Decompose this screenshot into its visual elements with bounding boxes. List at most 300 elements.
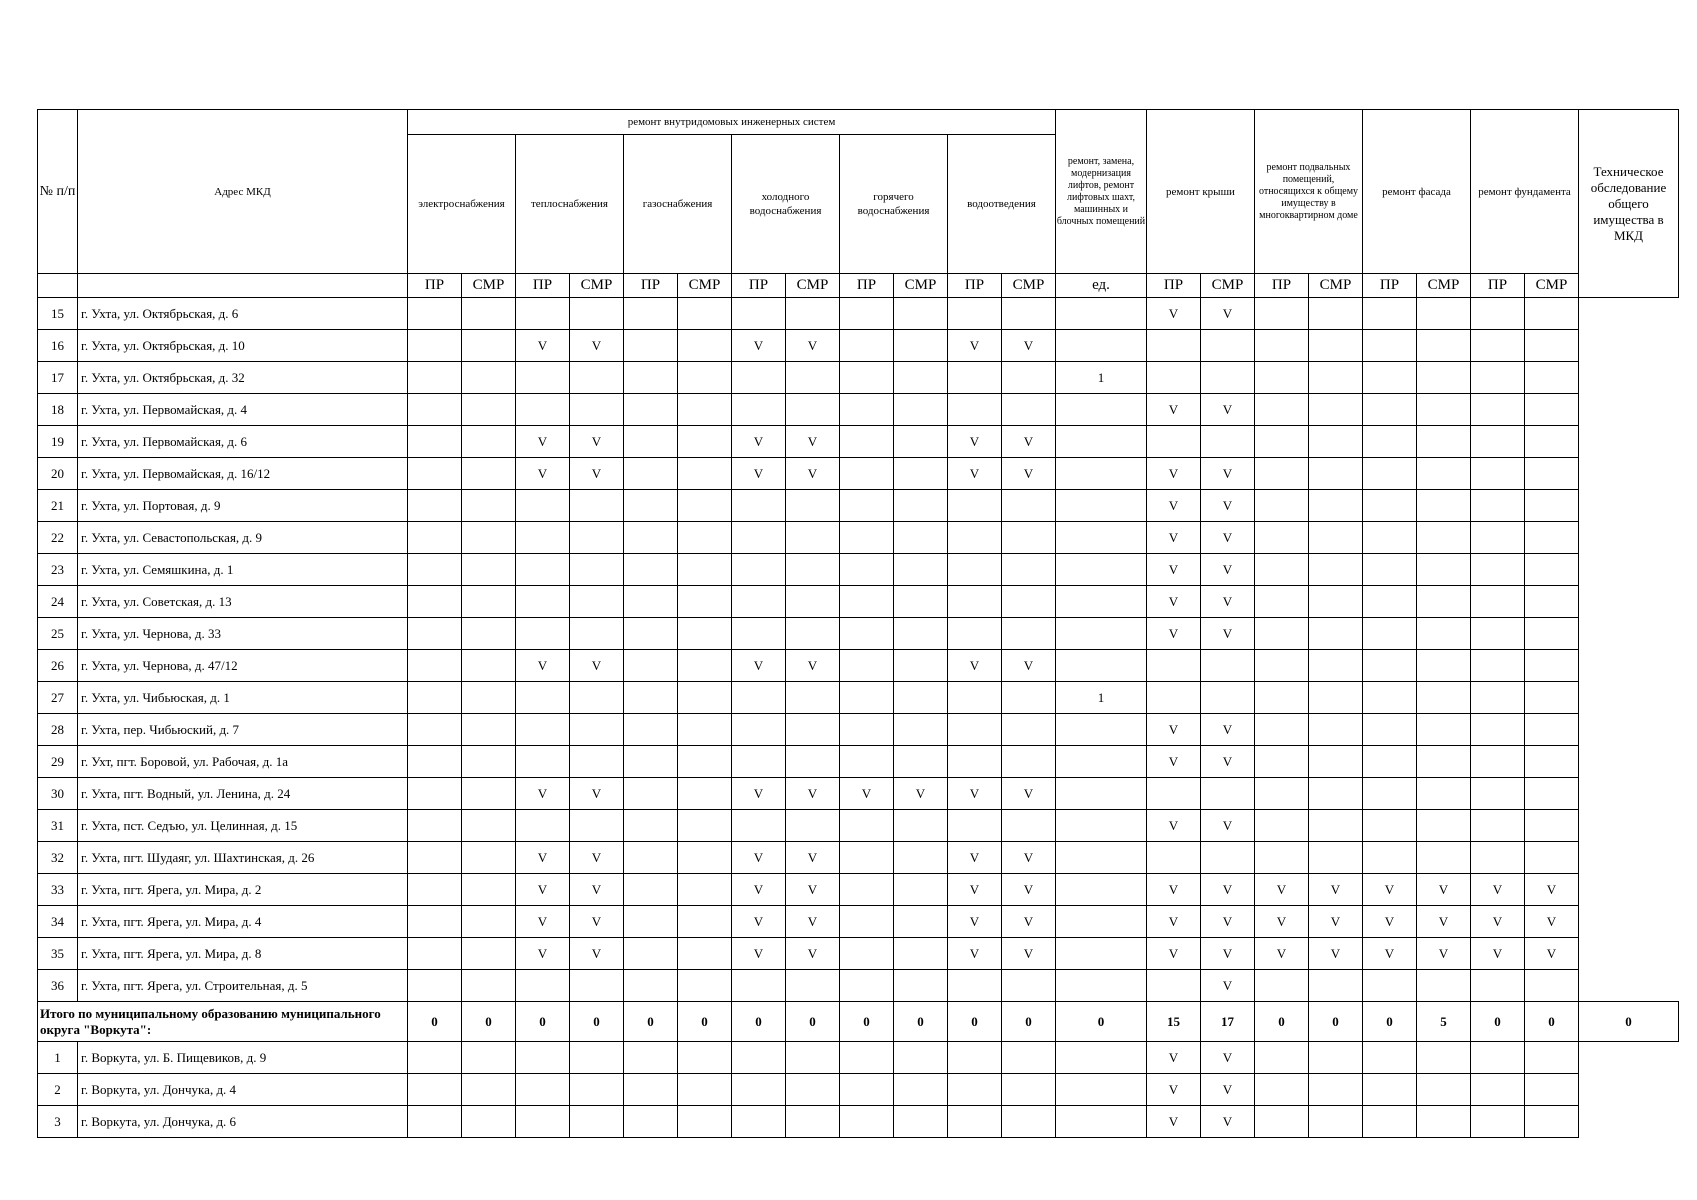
row-mark — [1471, 650, 1525, 682]
table-row — [38, 810, 1679, 842]
row-mark — [1201, 362, 1255, 394]
row-mark — [516, 1042, 570, 1074]
row-mark: V — [786, 842, 840, 874]
row-mark — [786, 298, 840, 330]
row-mark — [408, 714, 462, 746]
header-system-cold-water: холодного водоснабжения — [732, 135, 840, 274]
row-mark: V — [1255, 906, 1309, 938]
row-mark — [732, 522, 786, 554]
total-value: 0 — [1309, 1002, 1363, 1042]
total-value: 0 — [1579, 1002, 1679, 1042]
row-mark: V — [1002, 906, 1056, 938]
row-mark — [570, 394, 624, 426]
row-mark — [1056, 810, 1147, 842]
row-mark: V — [1147, 394, 1201, 426]
row-mark: V — [732, 874, 786, 906]
row-mark — [1525, 1074, 1579, 1106]
row-mark — [1363, 490, 1417, 522]
row-mark — [948, 394, 1002, 426]
row-mark — [1471, 362, 1525, 394]
row-mark: V — [1201, 1042, 1255, 1074]
row-mark — [1471, 298, 1525, 330]
row-mark — [1363, 746, 1417, 778]
row-address: г. Ухта, ул. Советская, д. 13 — [78, 586, 408, 618]
table-row — [38, 618, 1679, 650]
row-mark — [1417, 970, 1471, 1002]
header-pr: ПР — [1363, 274, 1417, 298]
total-value: 0 — [1255, 1002, 1309, 1042]
row-mark — [840, 458, 894, 490]
row-mark — [732, 490, 786, 522]
row-mark — [732, 394, 786, 426]
row-mark — [1056, 1074, 1147, 1106]
row-mark: V — [732, 330, 786, 362]
row-mark — [1255, 490, 1309, 522]
row-mark — [732, 362, 786, 394]
row-mark — [732, 1042, 786, 1074]
row-mark — [948, 490, 1002, 522]
row-mark — [786, 714, 840, 746]
header-roof: ремонт крыши — [1147, 110, 1255, 274]
row-mark — [840, 1042, 894, 1074]
row-mark — [840, 426, 894, 458]
row-mark — [1056, 1106, 1147, 1138]
row-mark — [516, 682, 570, 714]
row-mark — [1525, 618, 1579, 650]
row-mark — [840, 874, 894, 906]
header-engineering-systems: ремонт внутридомовых инженерных систем — [408, 110, 1056, 135]
row-mark — [678, 298, 732, 330]
row-mark: V — [1417, 938, 1471, 970]
row-number: 35 — [38, 938, 78, 970]
row-mark — [408, 970, 462, 1002]
table-row — [38, 970, 1679, 1002]
row-mark: V — [732, 906, 786, 938]
row-mark — [1056, 842, 1147, 874]
row-mark — [840, 714, 894, 746]
row-mark — [1363, 842, 1417, 874]
row-mark — [462, 426, 516, 458]
row-mark — [1417, 1042, 1471, 1074]
row-mark — [678, 362, 732, 394]
row-mark — [894, 906, 948, 938]
row-mark — [1471, 810, 1525, 842]
row-mark — [1417, 618, 1471, 650]
row-mark: 1 — [1056, 362, 1147, 394]
row-mark — [1363, 810, 1417, 842]
row-mark — [624, 714, 678, 746]
row-mark — [1471, 842, 1525, 874]
row-mark — [678, 842, 732, 874]
row-mark — [1309, 586, 1363, 618]
row-address: г. Ухта, пгт. Ярега, ул. Мира, д. 4 — [78, 906, 408, 938]
row-mark — [1471, 682, 1525, 714]
row-mark — [1201, 778, 1255, 810]
header-facade: ремонт фасада — [1363, 110, 1471, 274]
row-mark — [1417, 298, 1471, 330]
row-number: 36 — [38, 970, 78, 1002]
row-mark: V — [948, 874, 1002, 906]
row-mark — [1363, 778, 1417, 810]
row-mark: V — [732, 938, 786, 970]
row-mark — [678, 554, 732, 586]
row-number: 18 — [38, 394, 78, 426]
row-address: г. Воркута, ул. Б. Пищевиков, д. 9 — [78, 1042, 408, 1074]
row-mark — [462, 1042, 516, 1074]
row-mark — [408, 586, 462, 618]
row-address: г. Ухта, ул. Севастопольская, д. 9 — [78, 522, 408, 554]
row-mark — [894, 458, 948, 490]
row-mark — [624, 522, 678, 554]
row-mark: V — [732, 778, 786, 810]
row-mark — [624, 394, 678, 426]
row-mark — [462, 394, 516, 426]
total-label: Итого по муниципальному образованию муниципального округа "Воркута": — [38, 1002, 408, 1042]
row-mark — [1255, 1042, 1309, 1074]
row-mark — [786, 362, 840, 394]
row-mark: V — [1201, 618, 1255, 650]
row-mark — [678, 1074, 732, 1106]
row-mark: V — [516, 906, 570, 938]
row-mark — [462, 682, 516, 714]
row-mark: V — [1147, 938, 1201, 970]
row-mark: V — [1002, 650, 1056, 682]
row-mark — [1417, 650, 1471, 682]
row-mark — [1363, 650, 1417, 682]
row-mark — [948, 682, 1002, 714]
header-address-blank — [78, 274, 408, 298]
row-mark: V — [1417, 874, 1471, 906]
row-mark — [1201, 842, 1255, 874]
row-mark — [840, 650, 894, 682]
row-mark: V — [1201, 906, 1255, 938]
row-mark: V — [1525, 906, 1579, 938]
row-mark — [516, 1106, 570, 1138]
row-mark — [948, 1074, 1002, 1106]
row-mark: V — [516, 458, 570, 490]
row-mark: V — [1147, 810, 1201, 842]
row-address: г. Ухта, ул. Чибьюская, д. 1 — [78, 682, 408, 714]
row-mark — [894, 1042, 948, 1074]
row-mark — [894, 330, 948, 362]
row-number: 2 — [38, 1074, 78, 1106]
row-address: г. Воркута, ул. Дончука, д. 4 — [78, 1074, 408, 1106]
row-mark — [1471, 1106, 1525, 1138]
row-number: 22 — [38, 522, 78, 554]
row-mark — [1309, 1074, 1363, 1106]
row-mark — [1363, 330, 1417, 362]
header-smr: СМР — [1525, 274, 1579, 298]
table-row — [38, 554, 1679, 586]
row-address: г. Ухта, ул. Первомайская, д. 16/12 — [78, 458, 408, 490]
row-mark — [1056, 906, 1147, 938]
table-row — [38, 1106, 1679, 1138]
row-mark — [516, 586, 570, 618]
row-mark — [624, 906, 678, 938]
header-basement: ремонт подвальных помещений, относящихся к общему имуществу в многоквартирном доме — [1255, 110, 1363, 274]
row-mark — [1309, 714, 1363, 746]
row-mark: V — [786, 778, 840, 810]
row-mark: V — [1525, 874, 1579, 906]
row-mark — [570, 586, 624, 618]
row-mark — [1002, 810, 1056, 842]
row-mark — [462, 330, 516, 362]
row-mark — [1525, 1106, 1579, 1138]
row-mark: V — [1002, 938, 1056, 970]
row-mark — [570, 490, 624, 522]
row-mark — [678, 938, 732, 970]
row-mark — [1525, 362, 1579, 394]
row-mark — [786, 810, 840, 842]
header-pr: ПР — [840, 274, 894, 298]
row-mark — [462, 746, 516, 778]
row-mark — [1525, 586, 1579, 618]
row-mark — [1417, 426, 1471, 458]
total-value: 0 — [840, 1002, 894, 1042]
row-mark — [1309, 330, 1363, 362]
row-mark: V — [1201, 458, 1255, 490]
row-mark — [1147, 778, 1201, 810]
row-mark — [1363, 1074, 1417, 1106]
row-mark — [1056, 714, 1147, 746]
row-address: г. Ухта, пер. Чибьюский, д. 7 — [78, 714, 408, 746]
row-mark — [1417, 714, 1471, 746]
row-mark: V — [732, 426, 786, 458]
row-mark: V — [1363, 906, 1417, 938]
row-mark: V — [786, 938, 840, 970]
row-mark — [462, 938, 516, 970]
row-mark — [1002, 970, 1056, 1002]
row-mark — [786, 554, 840, 586]
row-mark — [1525, 554, 1579, 586]
row-mark — [1056, 778, 1147, 810]
row-mark — [1363, 522, 1417, 554]
row-mark — [1363, 682, 1417, 714]
row-mark — [1056, 330, 1147, 362]
row-mark — [678, 490, 732, 522]
row-mark — [678, 1106, 732, 1138]
total-value: 0 — [1363, 1002, 1417, 1042]
row-mark — [1002, 618, 1056, 650]
row-mark — [1525, 842, 1579, 874]
row-mark — [462, 586, 516, 618]
row-mark — [570, 1042, 624, 1074]
total-value: 0 — [1471, 1002, 1525, 1042]
row-mark: 1 — [1056, 682, 1147, 714]
row-address: г. Ухта, ул. Октябрьская, д. 32 — [78, 362, 408, 394]
row-address: г. Ухт, пгт. Боровой, ул. Рабочая, д. 1а — [78, 746, 408, 778]
row-mark: V — [570, 330, 624, 362]
header-foundation: ремонт фундамента — [1471, 110, 1579, 274]
total-value: 0 — [570, 1002, 624, 1042]
header-system-gas: газоснабжения — [624, 135, 732, 274]
row-mark — [462, 618, 516, 650]
row-mark — [1309, 810, 1363, 842]
row-mark — [1471, 1074, 1525, 1106]
row-mark — [948, 1106, 1002, 1138]
row-mark — [408, 362, 462, 394]
row-mark: V — [1201, 810, 1255, 842]
row-address: г. Ухта, ул. Чернова, д. 33 — [78, 618, 408, 650]
row-mark — [1147, 362, 1201, 394]
row-mark — [1002, 554, 1056, 586]
row-mark — [840, 682, 894, 714]
row-mark — [408, 522, 462, 554]
row-mark: V — [840, 778, 894, 810]
row-mark: V — [1002, 874, 1056, 906]
row-mark: V — [894, 778, 948, 810]
row-mark — [1471, 426, 1525, 458]
row-mark — [840, 362, 894, 394]
row-mark — [570, 1106, 624, 1138]
header-pr: ПР — [948, 274, 1002, 298]
row-mark — [840, 1074, 894, 1106]
row-mark — [1363, 298, 1417, 330]
row-mark: V — [786, 426, 840, 458]
row-mark — [678, 426, 732, 458]
total-value: 5 — [1417, 1002, 1471, 1042]
row-number: 24 — [38, 586, 78, 618]
row-address: г. Ухта, ул. Первомайская, д. 4 — [78, 394, 408, 426]
row-mark — [948, 362, 1002, 394]
row-mark — [732, 970, 786, 1002]
row-mark — [1147, 426, 1201, 458]
table-row — [38, 1042, 1679, 1074]
row-mark — [1255, 842, 1309, 874]
row-mark — [1201, 682, 1255, 714]
row-mark — [408, 394, 462, 426]
row-mark — [678, 682, 732, 714]
row-mark — [894, 842, 948, 874]
row-mark — [1002, 362, 1056, 394]
row-mark — [840, 618, 894, 650]
row-mark — [1309, 650, 1363, 682]
row-mark — [678, 458, 732, 490]
row-mark — [408, 810, 462, 842]
header-unit: ед. — [1056, 274, 1147, 298]
header-system-hot-water: горячего водоснабжения — [840, 135, 948, 274]
row-mark: V — [732, 650, 786, 682]
header-smr: СМР — [1201, 274, 1255, 298]
row-mark — [408, 298, 462, 330]
row-mark — [1255, 394, 1309, 426]
row-mark — [408, 842, 462, 874]
row-mark — [1471, 458, 1525, 490]
row-mark — [408, 490, 462, 522]
table-row — [38, 682, 1679, 714]
row-mark — [1201, 650, 1255, 682]
row-mark — [1255, 1074, 1309, 1106]
row-mark: V — [1201, 970, 1255, 1002]
row-mark: V — [948, 842, 1002, 874]
row-mark — [1417, 586, 1471, 618]
row-mark — [462, 490, 516, 522]
row-mark — [894, 970, 948, 1002]
row-number: 28 — [38, 714, 78, 746]
row-mark — [786, 1042, 840, 1074]
header-smr: СМР — [678, 274, 732, 298]
row-mark — [1255, 330, 1309, 362]
row-mark — [1417, 490, 1471, 522]
row-mark — [1417, 522, 1471, 554]
row-mark — [1309, 842, 1363, 874]
total-value: 15 — [1147, 1002, 1201, 1042]
row-mark — [1417, 394, 1471, 426]
row-mark — [786, 682, 840, 714]
row-mark — [786, 522, 840, 554]
row-mark — [408, 650, 462, 682]
row-number: 16 — [38, 330, 78, 362]
row-mark: V — [732, 458, 786, 490]
row-mark — [1309, 1042, 1363, 1074]
row-mark — [1201, 330, 1255, 362]
row-mark — [1471, 394, 1525, 426]
row-mark — [624, 970, 678, 1002]
row-mark — [1147, 842, 1201, 874]
row-mark — [1363, 458, 1417, 490]
row-mark — [624, 874, 678, 906]
row-mark — [1309, 618, 1363, 650]
row-number: 29 — [38, 746, 78, 778]
row-mark — [894, 1106, 948, 1138]
row-number: 25 — [38, 618, 78, 650]
row-mark — [624, 586, 678, 618]
row-mark — [786, 1074, 840, 1106]
row-mark: V — [570, 938, 624, 970]
row-mark — [1309, 970, 1363, 1002]
row-mark — [1056, 426, 1147, 458]
row-mark — [408, 778, 462, 810]
table-row — [38, 394, 1679, 426]
row-mark: V — [570, 842, 624, 874]
row-mark — [1363, 362, 1417, 394]
row-mark: V — [948, 330, 1002, 362]
row-mark: V — [1201, 938, 1255, 970]
table-row — [38, 586, 1679, 618]
row-mark — [786, 586, 840, 618]
row-mark — [624, 746, 678, 778]
row-mark — [1056, 490, 1147, 522]
row-mark — [624, 778, 678, 810]
row-mark: V — [1255, 938, 1309, 970]
row-mark — [1363, 618, 1417, 650]
row-mark — [570, 746, 624, 778]
row-mark — [1255, 714, 1309, 746]
row-mark — [894, 554, 948, 586]
row-mark: V — [570, 458, 624, 490]
row-mark — [948, 1042, 1002, 1074]
row-mark — [1309, 490, 1363, 522]
row-mark — [1056, 746, 1147, 778]
total-value: 0 — [678, 1002, 732, 1042]
row-mark — [1525, 778, 1579, 810]
header-pr: ПР — [624, 274, 678, 298]
table-row — [38, 650, 1679, 682]
row-mark — [1255, 298, 1309, 330]
header-smr: СМР — [570, 274, 624, 298]
row-number: 15 — [38, 298, 78, 330]
row-number: 3 — [38, 1106, 78, 1138]
row-mark — [1525, 714, 1579, 746]
row-mark — [1309, 458, 1363, 490]
row-mark — [840, 970, 894, 1002]
row-mark — [1002, 746, 1056, 778]
row-mark — [1471, 554, 1525, 586]
row-mark — [408, 682, 462, 714]
row-mark — [1255, 682, 1309, 714]
row-mark: V — [1201, 874, 1255, 906]
table-row — [38, 362, 1679, 394]
